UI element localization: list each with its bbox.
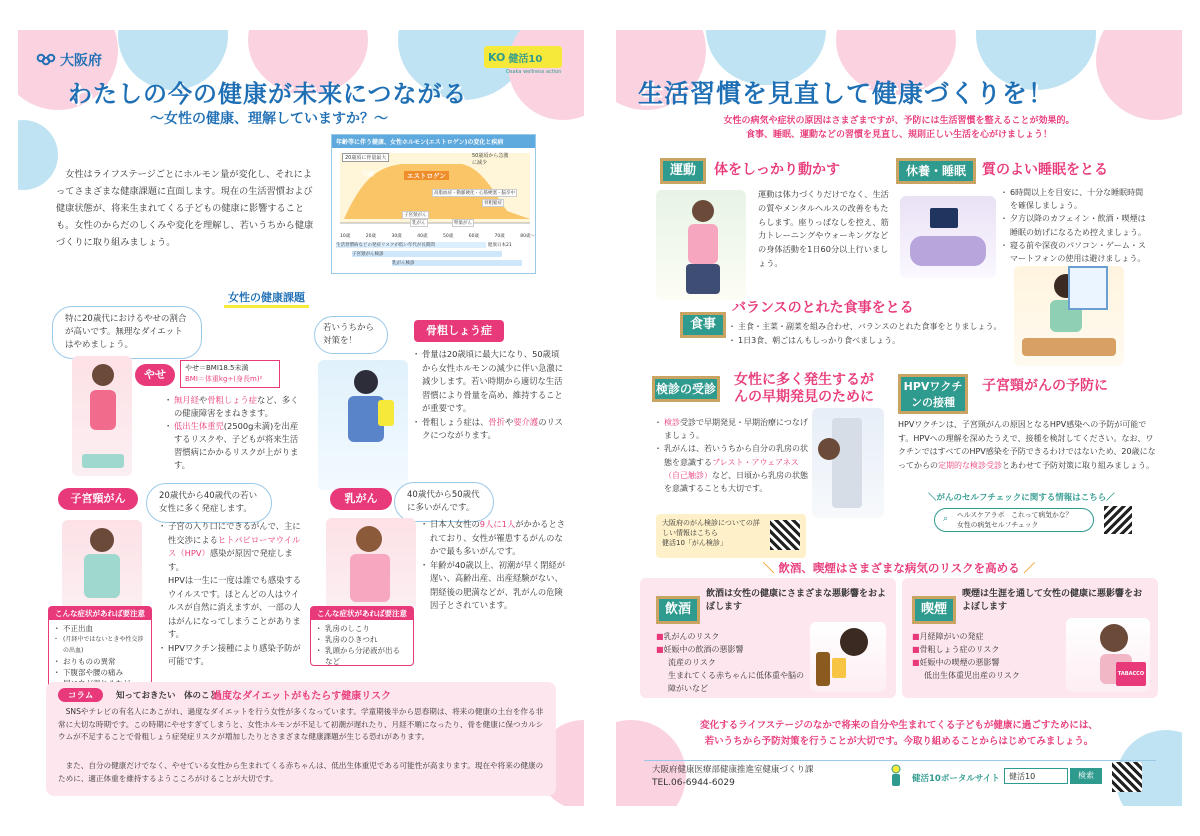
screening-bullets xyxy=(656,416,812,495)
breast-bullet: ・ 年齢が40歳以上、初潮が早く閉経が遅い、高齢出産、出産経験がない、閉経後の肥満などが、乳がんの危険因子とされています。 xyxy=(422,559,566,613)
hormone-chart xyxy=(331,134,536,274)
hormone-chart-title: 年齢等に伴う健康、女性ホルモン(エストロゲン)の変化と疾病 xyxy=(332,135,535,148)
column-paragraph-2: また、自分の健康だけでなく、やせている女性から生まれてくる赤ちゃんは、低出生体重児である可能性が高まります。現在や将来の健康のために、適正体重を維持するようこころがけることが大切です。 xyxy=(58,761,544,783)
sleep-item: ・ 寝る前や深夜のパソコン・ゲーム・スマートフォンの使用は避けましょう。 xyxy=(1002,239,1148,265)
chart-footer-row: 健康日本21 xyxy=(488,243,512,248)
cervical-label: 子宮頸がん xyxy=(58,488,138,510)
alcohol-subitem: 流産のリスク xyxy=(668,658,716,667)
cervical-speech: 20歳代から40歳代の若い女性に多く発症します。 xyxy=(146,483,272,523)
alcohol-list xyxy=(656,630,806,695)
qr-code-icon[interactable] xyxy=(1112,762,1142,792)
age-tick: 50歳 xyxy=(443,234,454,239)
smoking-item-text: 妊娠中の喫煙の悪影響 xyxy=(919,658,1000,667)
tabacco-pack: TABACCO xyxy=(1116,662,1146,686)
woman-drinking-illustration xyxy=(810,622,886,692)
closing-line-2: 若いうちから予防対策を行うことが大切です。今取り組めることからはじめてみましょう。 xyxy=(704,736,1094,747)
age-tick: 40歳 xyxy=(417,234,428,239)
chart-label: 高脂血症・動脈硬化・心筋梗塞・脳卒中 xyxy=(434,191,515,196)
page-title: わたしの今の健康が未来につながる xyxy=(68,80,468,108)
bullet-text: のリスクにつながります。 xyxy=(422,416,563,440)
diet-sign: 食事 xyxy=(680,312,726,338)
cervical-bullet xyxy=(160,520,304,642)
age-tick: 60歳 xyxy=(468,234,479,239)
bullet-text: 日本人女性の xyxy=(430,519,480,529)
footer-divider xyxy=(644,760,1156,761)
intro-paragraph: 女性はライフステージごとにホルモン量が変化し、それによってさまざまな健康課題に直面します。現在の生活習慣および健康状態が、将来生まれてくる子どもの健康に影響することも。女性のからだのしくみや変化を理解し、若いうちから健康づくりに取り組みましょう。 xyxy=(56,169,314,248)
chart-label: 卵巣がん xyxy=(454,221,472,226)
age-tick: 70歳 xyxy=(494,234,505,239)
check-item: ・ おりものの異常 xyxy=(55,656,145,667)
age-tick: 20歳 xyxy=(365,234,376,239)
bg-bubble xyxy=(18,120,58,190)
check-item: ・ 下腹部や腰の痛み xyxy=(55,667,145,678)
hpv-heading: 子宮頸がんの予防に xyxy=(982,378,1108,394)
bullet-text: HPVは一生に一度は誰でも感染するウイルスです。ほとんどの人はウイルスが自然に消えますが、一部の人はがんになってしまうことがあります。 xyxy=(168,575,302,639)
highlight: 無月経 xyxy=(174,395,199,405)
smoking-item xyxy=(912,643,1072,656)
chart-label: 月経 xyxy=(362,171,375,178)
right-page xyxy=(616,30,1182,806)
square-bullet-icon: ■ xyxy=(912,632,920,641)
bullet-text: がかかるとされており、女性が罹患するがんのなかで最も多いがんです。 xyxy=(430,519,566,556)
bullet-text: 子宮の入り口にできるがんで、主に性交渉による xyxy=(168,521,301,545)
slash-decor-icon: ／ xyxy=(1019,561,1036,575)
screening-info-text: 大阪府のがん検診についての詳しい情報はこちら xyxy=(662,519,760,537)
chart-footer-row: 生活習慣病などの発症リスクが低い年代が長期間 xyxy=(336,242,486,248)
breast-speech: 40歳代から50歳代に多いがんです。 xyxy=(394,482,494,522)
window-illustration xyxy=(1068,266,1108,310)
woman-stomach-pain-illustration xyxy=(62,520,142,610)
check-item: ・ 乳房のひきつれ xyxy=(317,634,407,645)
breast-bullets xyxy=(422,518,566,613)
highlight: ヒトパピローマウイルス（HPV） xyxy=(168,534,301,558)
screening-sign: 検診の受診 xyxy=(652,376,720,402)
check-item: ・ (月経中ではないときや性交渉の出血) xyxy=(55,634,145,656)
screening-heading: 女性に多く発生するがんの早期発見のために xyxy=(734,372,874,405)
bullet-text: など、日頃から乳房の状態を意識することも大切です。 xyxy=(664,470,808,494)
column-paragraph-1: SNSやテレビの有名人にあこがれ、過度なダイエットを行う女性が多くなっています。学童期後半から思春期は、将来の健康の土台を作る非常に大切な時期です。この時期にやせすぎてしまうと、女性ホルモンが不足して初潮が遅れたり、月経不順になったり、骨を健康に保つカルシウムが不足することで骨粗しょう症発症リスクが増加したりとさまざまな健康課題が生じる恐れがあります。 xyxy=(58,707,544,741)
sleep-item: ・ 6時間以上を目安に、十分な睡眠時間を確保しましょう。 xyxy=(1002,186,1148,212)
woman-self-check-illustration xyxy=(326,518,416,610)
breast-bullet xyxy=(422,518,566,559)
woman-sleeping-illustration xyxy=(900,196,996,278)
bg-bubble xyxy=(508,30,584,120)
smoking-subitem: 低出生体重児出産のリスク xyxy=(924,671,1020,680)
bone-bullet xyxy=(414,416,566,443)
arrow-icon: ／ xyxy=(1106,493,1115,503)
highlight: 要介護 xyxy=(513,416,539,427)
hpv-body xyxy=(898,418,1160,472)
kenkatsu-character-icon xyxy=(886,764,906,790)
cervical-check-list xyxy=(55,623,145,689)
alcohol-item-text: 乳がんのリスク xyxy=(663,632,720,641)
arrow-icon: ＼ xyxy=(928,493,937,503)
selfcheck-link[interactable] xyxy=(928,491,1115,503)
bone-speech: 若いうちから対策を！ xyxy=(314,316,388,354)
square-bullet-icon: ■ xyxy=(656,632,664,641)
portal-search-button[interactable]: 検索 xyxy=(1070,768,1102,784)
chart-label: エストロゲン xyxy=(404,171,449,180)
left-page xyxy=(18,30,584,806)
yase-bullet xyxy=(166,394,304,420)
smoking-item xyxy=(912,656,1072,669)
bone-bullet: ・ 骨量は20歳頃に最大になり、50歳頃から女性ホルモンの減少に伴い急激に減少します。若い時期から適切な生活習慣により骨量を高め、維持することが重要です。 xyxy=(414,348,566,416)
smoking-heading: 喫煙は生涯を通して女性の健康に悪影響をおよぼします xyxy=(962,589,1143,612)
search-icon: ⌕ xyxy=(943,514,949,524)
smoking-item xyxy=(912,630,1072,643)
highlight: 骨粗しょう症 xyxy=(207,395,258,405)
cervical-check-box xyxy=(48,606,152,688)
exercise-heading: 体をしっかり動かす xyxy=(714,162,840,178)
exercise-body: 運動は体力づくりだけでなく、生活の質やメンタルヘルスの改善をもたらします。座りっぱなしを控え、筋力トレーニングやウォーキングなどの身体活動を1日60分以上行いましょう。 xyxy=(758,189,889,268)
diet-heading: バランスのとれた食事をとる xyxy=(732,300,914,316)
smoking-box xyxy=(902,578,1158,698)
chart-footer-row: 乳がん検診 xyxy=(392,260,522,266)
square-bullet-icon: ■ xyxy=(656,645,664,654)
hpv-body-text: HPVワクチンは、子宮頸がんの原因となるHPV感染への予防が可能です。HPVへの理解を深めたうえで、接種を検討してください。なお、ワクチンではすべてのHPV感染を予防できるわけではないため、20歳になってからの xyxy=(898,420,1156,470)
chart-label: 骨粗鬆症 xyxy=(484,201,502,206)
screening-bullet xyxy=(656,416,812,442)
footer-contact xyxy=(652,764,814,790)
screening-info-box xyxy=(656,514,806,558)
bmi-box xyxy=(180,360,280,388)
qr-code-icon[interactable] xyxy=(770,520,800,550)
check-item: ・ 乳頭から分泌液が出るなど xyxy=(317,645,407,667)
smoking-item-text: 月経障がいの発症 xyxy=(919,632,984,641)
square-bullet-icon: ■ xyxy=(912,645,920,654)
yase-speech: 特に20歳代におけるやせの割合が高いです。無理なダイエットはやめましょう。 xyxy=(52,306,202,359)
diet-item: ・ 1日3食、朝ごはんもしっかり食べましょう。 xyxy=(730,334,1020,348)
screening-bullet xyxy=(656,442,812,495)
bmi-line-1: やせ＝BMI18.5未満 xyxy=(185,364,249,372)
selfcheck-search-box[interactable] xyxy=(934,508,1094,532)
exercise-sign: 運動 xyxy=(660,158,706,184)
highlight: 定期的な検診受診 xyxy=(938,460,1002,470)
issues-heading: 女性の健康課題 xyxy=(224,289,309,308)
page-subtitle: ～女性の健康、理解していますか？～ xyxy=(150,111,388,127)
smoking-list xyxy=(912,630,1072,682)
alcohol-item-text: 妊娠中の飲酒の悪影響 xyxy=(663,645,744,654)
hpv-sign: HPVワクチンの接種 xyxy=(898,374,968,414)
bullet-text: 受診で早期発見・早期治療につなげましょう。 xyxy=(664,418,808,441)
breast-check-box xyxy=(310,606,414,666)
right-intro-line-2: 食事、睡眠、運動などの習慣を見直し、規則正しい生活を心がけましょう！ xyxy=(745,130,1052,140)
osaka-logo xyxy=(36,50,102,70)
age-tick: 10歳 xyxy=(340,234,351,239)
mammography-illustration xyxy=(812,408,884,518)
sleep-heading: 質のよい睡眠をとる xyxy=(982,162,1108,178)
woman-walking-illustration xyxy=(656,190,746,300)
highlight: 骨折 xyxy=(488,416,505,427)
bmi-line-2: BMI＝体重kg÷(身長m)² xyxy=(185,375,263,383)
closing-line-1: 変化するライフステージのなかで将来の自分や生まれてくる子どもが健康に過ごすためには、 xyxy=(700,720,1098,731)
bullet-text: (2500g未満)を出産するリスクや、子どもが将来生活習慣病にかかるリスクが上がります。 xyxy=(174,421,299,470)
alcohol-sign: 飲酒 xyxy=(656,596,700,624)
check-caption: こんな症状があれば要注意 xyxy=(311,607,413,620)
portal-search-input[interactable]: 健活10 xyxy=(1004,768,1068,784)
bone-label: 骨粗しょう症 xyxy=(414,320,504,342)
column-head-2: 過度なダイエットがもたらす健康リスク xyxy=(212,691,391,702)
chart-label: 子宮頸がん xyxy=(404,213,427,218)
chart-label: 50歳頃から急激に減少 xyxy=(472,153,509,166)
footer-dept: 大阪府健康医療部健康推進室健康づくり課 xyxy=(652,765,814,775)
right-intro xyxy=(616,114,1182,142)
kenkatsu-logo-icon: KO xyxy=(488,50,506,64)
cervical-bullets xyxy=(160,520,304,669)
age-tick: 30歳 xyxy=(391,234,402,239)
bullet-text: 乳がんは、若いうちから自分の乳房の状態を意識する xyxy=(664,444,808,467)
cervical-bullet: ・ HPVワクチン接種により感染予防が可能です。 xyxy=(160,642,304,669)
hpv-body-text: とあわせて予防対策に取り組みましょう。 xyxy=(1002,460,1154,470)
column-head-1: 知っておきたい 体のこと xyxy=(116,691,219,701)
badge-text: 健活10 xyxy=(508,53,543,65)
check-caption: こんな症状があれば要注意 xyxy=(49,607,151,620)
highlight: 9人に1人 xyxy=(479,519,516,529)
slash-decor-icon: ＼ xyxy=(762,561,779,575)
screening-info-link: 健活10「がん検診」 xyxy=(662,539,727,547)
breast-check-list xyxy=(317,623,407,667)
kenkatsu-badge xyxy=(484,46,562,68)
square-bullet-icon: ■ xyxy=(912,658,920,667)
chart-label: 20歳頃に骨量最大 xyxy=(342,153,389,162)
alcohol-subitem: 生まれてくる赤ちゃんに低体重や脳の障がいなど xyxy=(668,671,804,693)
chart-footer-row: 子宮頸がん検診 xyxy=(352,251,502,257)
osaka-emblem-icon xyxy=(36,52,56,68)
sleep-sign: 休養・睡眠 xyxy=(896,158,976,184)
footer-tel: TEL.06-6944-6029 xyxy=(652,778,735,788)
right-intro-line-1: 女性の病気や症状の原因はさまざまですが、予防には生活習慣を整えることが効果的。 xyxy=(723,116,1075,126)
portal-label: 健活10ポータルサイト xyxy=(912,774,1000,784)
bullet-text: や xyxy=(505,416,514,427)
chart-age-axis xyxy=(340,233,535,239)
woman-on-scale-illustration xyxy=(72,356,132,476)
alcohol-heading: 飲酒は女性の健康にさまざまな悪影響をおよぼします xyxy=(706,589,887,612)
yase-bullet xyxy=(166,420,304,472)
breast-label: 乳がん xyxy=(330,488,392,510)
column-box xyxy=(46,682,556,796)
alcohol-item xyxy=(656,630,806,643)
yase-bullets xyxy=(166,394,304,472)
alcohol-box xyxy=(640,578,896,698)
bullet-text: 感染が原因で発症します。 xyxy=(168,548,293,572)
selfcheck-search-line-2: 女性の病気セルフチェック xyxy=(957,520,1039,529)
woman-back-pain-illustration xyxy=(318,360,408,490)
column-tag: コラム xyxy=(58,688,103,702)
chart-label: 乳がん xyxy=(412,221,426,226)
highlight: ブレスト・アウェアネス（自己触診） xyxy=(664,457,799,480)
smoking-sign: 喫煙 xyxy=(912,596,956,624)
bg-bubble xyxy=(1096,30,1182,120)
selfcheck-search-line-1: ヘルスケアラボ これって病気かな？ xyxy=(957,511,1073,519)
alcohol-smoking-banner xyxy=(616,560,1182,576)
check-item: ・ 不正出血 xyxy=(55,623,145,634)
check-item: ・ 乳房のしこり xyxy=(317,623,407,634)
sleep-item: ・ 夕方以降のカフェイン・飲酒・喫煙は睡眠の妨げになるため控えましょう。 xyxy=(1002,212,1148,238)
yase-label: やせ xyxy=(135,364,175,386)
diet-item: ・ 主食・主菜・副菜を組み合わせ、バランスのとれた食事をとりましょう。 xyxy=(730,320,1020,334)
logo-text: 大阪府 xyxy=(60,53,102,69)
diet-list xyxy=(730,320,1020,348)
bone-bullets xyxy=(414,348,566,443)
highlight: 検診 xyxy=(664,418,680,427)
sleep-list xyxy=(1002,186,1148,265)
closing-message xyxy=(616,718,1182,750)
bullet-text: 骨粗しょう症は、 xyxy=(422,416,489,427)
selfcheck-text: がんのセルフチェックに関する情報はこちら xyxy=(936,493,1107,503)
bullet-text: や xyxy=(198,395,208,405)
smoking-item-text: 骨粗しょう症のリスク xyxy=(919,645,1000,654)
highlight: 低出生体重児 xyxy=(174,421,224,431)
qr-code-icon[interactable] xyxy=(1104,506,1132,534)
right-title: 生活習慣を見直して健康づくりを！ xyxy=(638,79,1055,108)
alcohol-item xyxy=(656,643,806,656)
age-tick: 80歳〜 xyxy=(520,234,535,239)
banner-text: 飲酒、喫煙はさまざまな病気のリスクを高める xyxy=(778,561,1020,575)
badge-sub: Osaka wellness action xyxy=(506,69,562,75)
bullet-text: など、多くの健康障害をまねきます。 xyxy=(174,395,299,418)
